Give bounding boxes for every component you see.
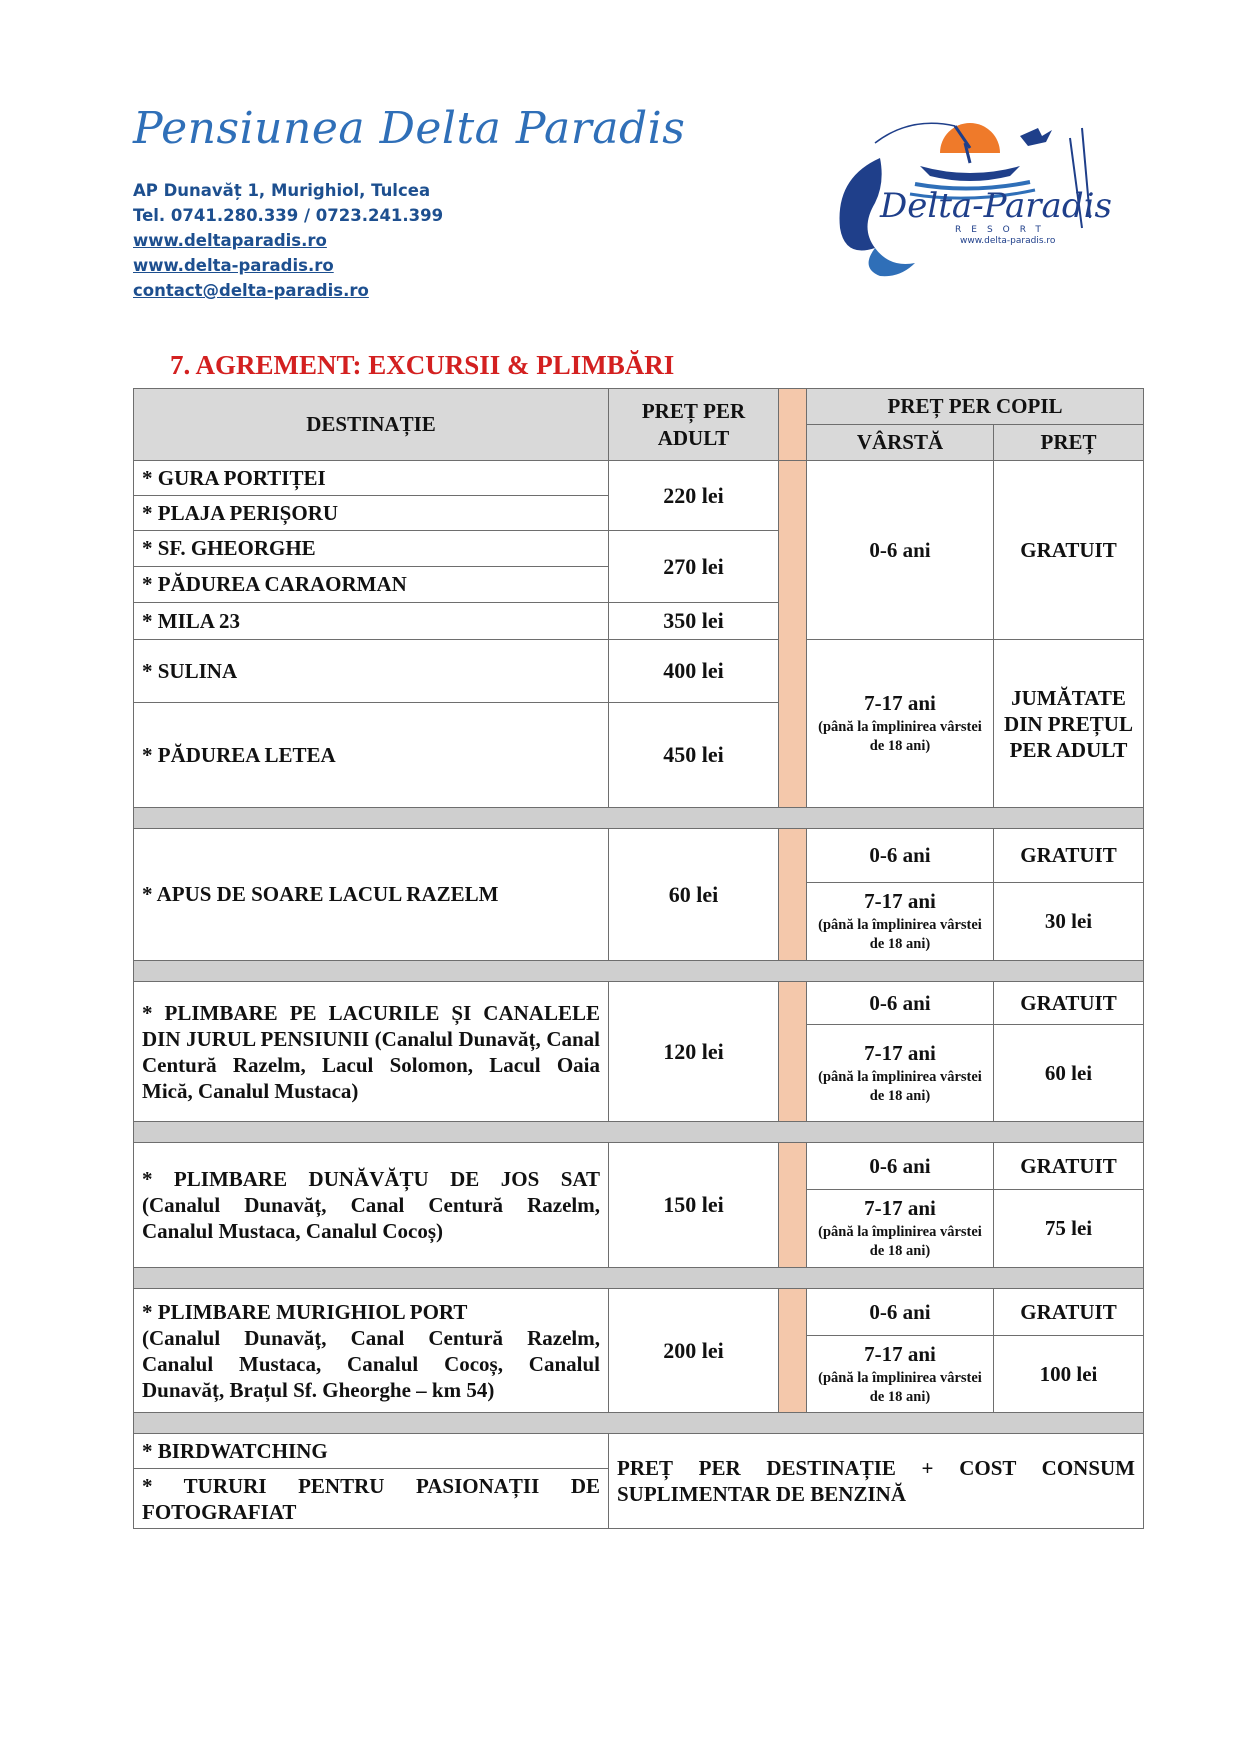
child-price-free: GRATUIT (994, 982, 1144, 1025)
phone: Tel. 0741.280.339 / 0723.241.399 (133, 206, 444, 225)
dest-mila-23: * MILA 23 (134, 603, 609, 640)
age-older-label: 7-17 ani (864, 691, 936, 715)
age-young: 0-6 ani (807, 829, 994, 883)
age-note: (până la împlinirea vârstei de 18 ani) (818, 1224, 982, 1259)
peach-column (779, 982, 807, 1122)
price-plimbare-lacuri: 120 lei (609, 982, 779, 1122)
child-price-half: JUMĂTATE DIN PREȚUL PER ADULT (994, 640, 1144, 808)
child-price-dunavatu: 75 lei (994, 1190, 1144, 1268)
age-young: 0-6 ani (807, 1143, 994, 1190)
dest-birdwatching: * BIRDWATCHING (134, 1434, 609, 1469)
special-price-note: PREȚ PER DESTINAȚIE + COST CONSUM SUPLIMENTAR DE BENZINĂ (609, 1434, 1144, 1529)
dest-padurea-caraorman: * PĂDUREA CARAORMAN (134, 567, 609, 603)
price-padurea-letea: 450 lei (609, 703, 779, 808)
age-young: 0-6 ani (807, 1289, 994, 1336)
dest-gura-portitei: * GURA PORTIȚEI (134, 461, 609, 496)
header-adult-price: PREȚ PER ADULT (609, 389, 779, 461)
logo-tagline: RESORT (955, 225, 1051, 235)
age-older-label: 7-17 ani (864, 1196, 936, 1220)
child-price-free: GRATUIT (994, 829, 1144, 883)
dest-plimbare-murighiol-detail: (Canalul Dunavăț, Canal Centură Razelm, Canalul Mustaca, Canalul Cocoș, Canalul Dunavăț, Brațul Sf. Gheorghe – km 54) (142, 1325, 600, 1402)
section-title: 7. AGREMENT: EXCURSII & PLIMBĂRI (170, 350, 675, 380)
dest-apus-razelm: * APUS DE SOARE LACUL RAZELM (134, 829, 609, 961)
child-price-apus: 30 lei (994, 883, 1144, 961)
peach-column (779, 1289, 807, 1413)
age-older-label: 7-17 ani (864, 889, 936, 913)
header-destination: DESTINAȚIE (134, 389, 609, 461)
logo-url: www.delta-paradis.ro (960, 236, 1056, 246)
row-separator (134, 1268, 1144, 1289)
website-link-1[interactable]: www.deltaparadis.ro (133, 231, 327, 250)
header-child-price: PREȚ PER COPIL (807, 389, 1144, 425)
price-plimbare-murighiol: 200 lei (609, 1289, 779, 1413)
price-sf-caraorman: 270 lei (609, 531, 779, 603)
age-older (807, 1336, 994, 1413)
age-older (807, 1025, 994, 1122)
age-older-label: 7-17 ani (864, 1040, 936, 1065)
age-note: (până la împlinirea vârstei de 18 ani) (818, 917, 982, 952)
dest-plimbare-murighiol-title: * PLIMBARE MURIGHIOL PORT (142, 1299, 468, 1324)
child-price-free: GRATUIT (994, 1143, 1144, 1190)
row-separator (134, 1413, 1144, 1434)
peach-column (779, 1143, 807, 1268)
price-gura-perisoru: 220 lei (609, 461, 779, 531)
logo-name: Delta-Paradis (880, 186, 1112, 226)
age-older (807, 883, 994, 961)
age-note: (până la împlinirea vârstei de 18 ani) (818, 1068, 982, 1104)
dest-plimbare-murighiol (134, 1289, 609, 1413)
website-link-2[interactable]: www.delta-paradis.ro (133, 256, 334, 275)
header-price: PREȚ (994, 425, 1144, 461)
excursions-price-table (133, 388, 1144, 1529)
peach-column (779, 389, 807, 461)
age-young: 0-6 ani (807, 982, 994, 1025)
peach-column (779, 829, 807, 961)
contact-block (133, 178, 443, 303)
price-apus-razelm: 60 lei (609, 829, 779, 961)
dest-plimbare-lacuri: * PLIMBARE PE LACURILE ȘI CANALELE DIN JURUL PENSIUNII (Canalul Dunavăț, Canal Centură Razelm, Lacul Solomon, Lacul Oaia Mică, Canalul Mustaca) (134, 982, 609, 1122)
dest-padurea-letea: * PĂDUREA LETEA (134, 703, 609, 808)
price-sulina: 400 lei (609, 640, 779, 703)
age-older (807, 640, 994, 808)
age-note: (până la împlinirea vârstei de 18 ani) (818, 719, 982, 754)
child-price-free: GRATUIT (994, 461, 1144, 640)
row-separator (134, 1122, 1144, 1143)
brand-name: Pensiunea Delta Paradis (133, 103, 686, 154)
dest-plimbare-dunavatu: * PLIMBARE DUNĂVĂȚU DE JOS SAT (Canalul Dunavăț, Canal Centură Razelm, Canalul Mustaca, Canalul Cocoș) (134, 1143, 609, 1268)
child-price-murighiol: 100 lei (994, 1336, 1144, 1413)
age-older-label: 7-17 ani (864, 1341, 936, 1366)
dest-plaja-perisoru: * PLAJA PERIȘORU (134, 496, 609, 531)
email-link[interactable]: contact@delta-paradis.ro (133, 281, 369, 300)
dest-sulina: * SULINA (134, 640, 609, 703)
age-young: 0-6 ani (807, 461, 994, 640)
dest-sf-gheorghe: * SF. GHEORGHE (134, 531, 609, 567)
child-price-lacuri: 60 lei (994, 1025, 1144, 1122)
price-plimbare-dunavatu: 150 lei (609, 1143, 779, 1268)
child-price-free: GRATUIT (994, 1289, 1144, 1336)
price-mila-23: 350 lei (609, 603, 779, 640)
header-age: VÂRSTĂ (807, 425, 994, 461)
peach-column (779, 461, 807, 808)
row-separator (134, 808, 1144, 829)
row-separator (134, 961, 1144, 982)
age-older (807, 1190, 994, 1268)
dest-tururi-foto: * TURURI PENTRU PASIONAȚII DE FOTOGRAFIAT (134, 1469, 609, 1529)
age-note: (până la împlinirea vârstei de 18 ani) (818, 1369, 982, 1405)
address: AP Dunavăț 1, Murighiol, Tulcea (133, 181, 431, 200)
resort-logo (820, 118, 1120, 298)
